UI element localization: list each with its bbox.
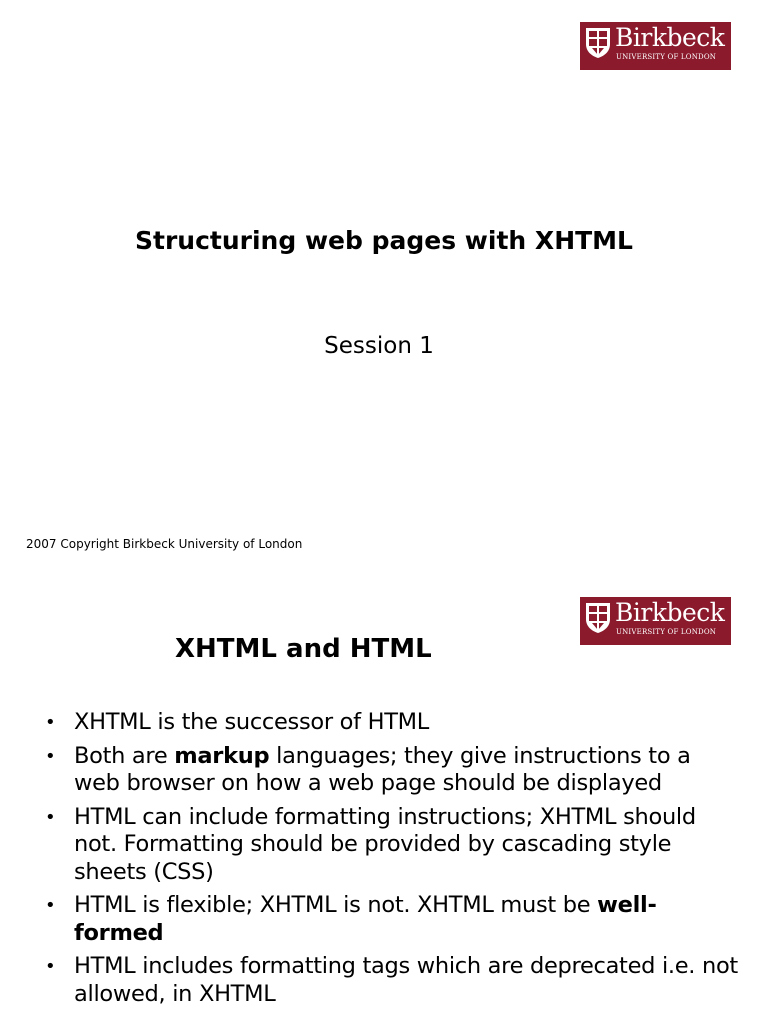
logo-name: Birkbeck <box>615 598 725 627</box>
crest-icon <box>585 602 611 634</box>
bullet-item <box>40 804 740 887</box>
crest-icon <box>585 27 611 59</box>
bullet-dot-icon: • <box>45 806 56 828</box>
logo-name: Birkbeck <box>615 23 725 52</box>
bullet-text-bold: well-formed <box>74 892 657 946</box>
bullet-text-bold: markup <box>174 742 270 769</box>
bullet-text: HTML can include formatting instructions; XHTML should not. Formatting should be provided by cascading style sheets (CSS) <box>74 803 696 885</box>
bullet-item <box>40 892 740 947</box>
bullet-item <box>40 743 740 798</box>
birkbeck-logo <box>580 597 731 645</box>
bullet-text <box>74 892 656 946</box>
bullet-list <box>40 709 740 1014</box>
bullet-dot-icon: • <box>45 956 56 977</box>
bullet-text <box>74 743 691 797</box>
bullet-text-post: languages; they give instructions to a web browser on how a web page should be displayed <box>74 742 691 796</box>
slide-title: XHTML and HTML <box>175 634 432 664</box>
bullet-dot-icon: • <box>45 712 56 733</box>
bullet-item <box>40 953 740 1008</box>
content-slide <box>0 576 768 1024</box>
bullet-text: HTML includes formatting tags which are deprecated i.e. not allowed, in XHTML <box>74 953 738 1007</box>
logo-subtitle: UNIVERSITY OF LONDON <box>616 53 717 61</box>
slide-title: Structuring web pages with XHTML <box>135 226 633 255</box>
birkbeck-logo <box>580 22 731 70</box>
bullet-dot-icon: • <box>45 745 56 767</box>
bullet-item <box>40 709 740 737</box>
copyright-footer: 2007 Copyright Birkbeck University of London <box>26 537 303 551</box>
logo-subtitle: UNIVERSITY OF LONDON <box>616 628 717 636</box>
bullet-dot-icon: • <box>45 895 56 916</box>
bullet-text-pre: HTML is flexible; XHTML is not. XHTML must be <box>74 892 598 918</box>
bullet-text: XHTML is the successor of HTML <box>74 709 430 735</box>
slide-subtitle: Session 1 <box>324 333 434 359</box>
bullet-text-pre: Both are <box>74 742 175 769</box>
